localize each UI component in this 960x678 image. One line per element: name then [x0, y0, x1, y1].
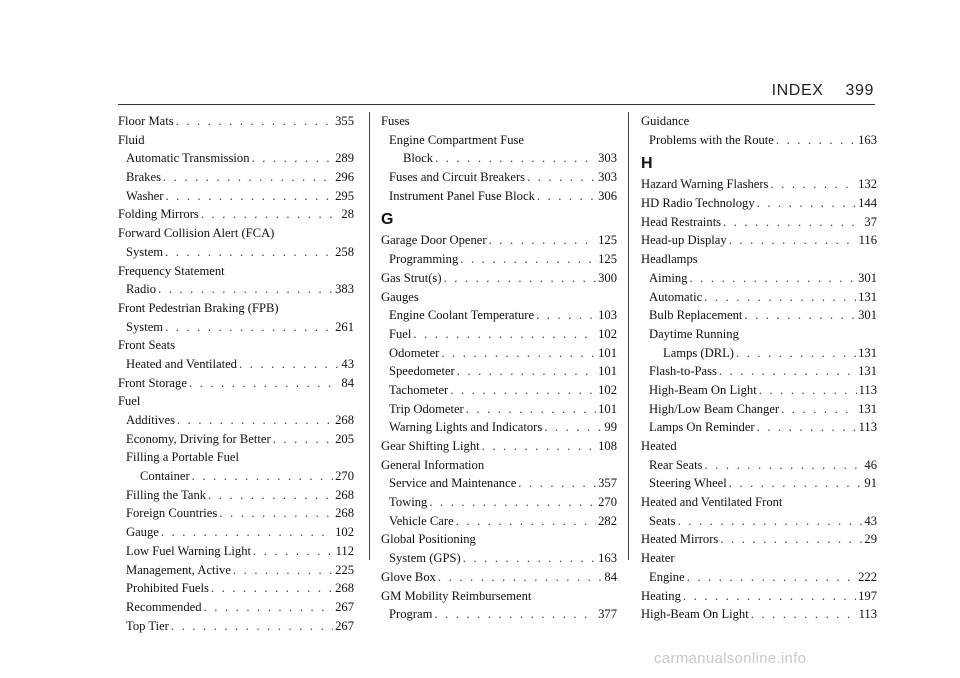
- entry-term: Engine: [649, 569, 685, 584]
- index-entry: [641, 325, 877, 344]
- dot-leader: [781, 400, 856, 419]
- entry-page-number: 43: [864, 513, 877, 528]
- entry-term: Additives: [126, 413, 175, 427]
- entry-page-number: 197: [858, 588, 877, 603]
- entry-term: Tachometer: [389, 382, 449, 397]
- dot-leader: [482, 437, 596, 456]
- index-entry: [381, 288, 617, 307]
- entry-term: Heated Mirrors: [641, 532, 719, 547]
- index-entry: [641, 568, 877, 587]
- entry-page-number: 258: [335, 244, 354, 259]
- dot-leader: [489, 231, 597, 250]
- entry-term: Vehicle Care: [389, 513, 454, 528]
- entry-term: Container: [140, 469, 190, 484]
- index-entry: [381, 306, 617, 325]
- entry-term: Foreign Countries: [126, 506, 218, 521]
- entry-term: Folding Mirrors: [118, 207, 199, 222]
- index-entry: [118, 561, 354, 580]
- entry-term: Economy, Driving for Better: [126, 431, 271, 446]
- index-entry: [641, 344, 877, 363]
- dot-leader: [441, 344, 596, 363]
- dot-leader: [518, 474, 596, 493]
- index-entry: [118, 430, 354, 449]
- entry-term: System: [126, 244, 164, 259]
- index-entry: [118, 299, 354, 318]
- entry-term: Automatic: [649, 289, 703, 304]
- entry-page-number: 46: [864, 457, 877, 472]
- dot-leader: [463, 549, 596, 568]
- entry-term: Aiming: [649, 270, 688, 285]
- entry-term: Heated: [641, 439, 677, 453]
- entry-page-number: 113: [858, 420, 877, 435]
- entry-term: Towing: [389, 495, 428, 510]
- index-entry: [641, 530, 877, 549]
- entry-term: Head Restraints: [641, 214, 722, 229]
- entry-term: Gear Shifting Light: [381, 439, 480, 453]
- dot-leader: [161, 523, 333, 542]
- entry-term: Engine Compartment Fuse: [389, 132, 525, 147]
- entry-page-number: 303: [598, 170, 617, 185]
- dot-leader: [204, 598, 334, 617]
- index-entry: [118, 486, 354, 505]
- dot-leader: [253, 542, 334, 561]
- entry-page-number: 163: [598, 551, 617, 566]
- entry-page-number: 163: [858, 132, 877, 147]
- entry-page-number: 113: [858, 382, 877, 397]
- entry-term: Gas Strut(s): [381, 270, 442, 285]
- entry-page-number: 267: [335, 599, 354, 614]
- entry-term: High-Beam On Light: [641, 607, 749, 622]
- entry-term: High/Low Beam Changer: [649, 401, 780, 416]
- index-entry: [381, 112, 617, 131]
- dot-leader: [413, 325, 596, 344]
- entry-page-number: 125: [598, 233, 617, 248]
- entry-term: Filling a Portable Fuel: [126, 450, 239, 465]
- index-entry: [641, 549, 877, 568]
- index-entry: [641, 381, 877, 400]
- entry-term: Prohibited Fuels: [126, 581, 209, 596]
- index-entry: [381, 493, 617, 512]
- entry-term: Heating: [641, 588, 681, 603]
- entry-term: Instrument Panel Fuse Block: [389, 188, 535, 203]
- entry-term: Odometer: [389, 345, 440, 360]
- index-entry: [641, 213, 877, 232]
- entry-term: Service and Maintenance: [389, 476, 517, 491]
- index-entry: [118, 318, 354, 337]
- entry-page-number: 268: [335, 581, 354, 596]
- entry-term: Filling the Tank: [126, 487, 207, 502]
- entry-term: Daytime Running: [649, 326, 739, 341]
- index-entry: [118, 336, 354, 355]
- dot-leader: [719, 362, 856, 381]
- index-entry: [641, 175, 877, 194]
- dot-leader: [744, 306, 856, 325]
- index-entry: [118, 224, 354, 243]
- entry-page-number: 91: [864, 476, 877, 491]
- dot-leader: [687, 568, 856, 587]
- index-entry: [118, 112, 354, 131]
- dot-leader: [239, 355, 339, 374]
- entry-term: Guidance: [641, 114, 690, 128]
- index-entry: [118, 411, 354, 430]
- entry-term: Heated and Ventilated Front: [641, 495, 783, 510]
- index-entry: [641, 362, 877, 381]
- index-entry: [381, 587, 617, 606]
- entry-term: Automatic Transmission: [126, 151, 250, 166]
- index-entry: [381, 187, 617, 206]
- index-entry: [118, 617, 354, 636]
- entry-page-number: 300: [598, 270, 617, 285]
- entry-term: Front Seats: [118, 338, 176, 353]
- entry-page-number: 101: [598, 345, 617, 360]
- index-entry: [381, 400, 617, 419]
- section-letter: G: [381, 211, 394, 229]
- page-number: 399: [845, 82, 874, 99]
- entry-page-number: 355: [335, 114, 354, 128]
- entry-term: Management, Active: [126, 562, 231, 577]
- entry-term: Fuses: [381, 114, 410, 128]
- index-entry: [118, 243, 354, 262]
- entry-page-number: 43: [341, 356, 354, 371]
- section-letter: H: [641, 155, 653, 173]
- dot-leader: [434, 605, 596, 624]
- entry-term: Floor Mats: [118, 114, 174, 128]
- entry-term: Bulb Replacement: [649, 308, 743, 323]
- entry-term: Problems with the Route: [649, 132, 774, 147]
- entry-term: Glove Box: [381, 569, 436, 584]
- entry-page-number: 270: [598, 495, 617, 510]
- index-entry: [641, 587, 877, 606]
- watermark: carmanualsonline.info: [654, 650, 807, 667]
- entry-page-number: 116: [858, 233, 877, 248]
- dot-leader: [527, 168, 596, 187]
- dot-leader: [435, 149, 596, 168]
- dot-leader: [189, 374, 339, 393]
- dot-leader: [536, 306, 596, 325]
- dot-leader: [233, 561, 333, 580]
- entry-page-number: 261: [335, 319, 354, 334]
- index-entry: [381, 381, 617, 400]
- entry-page-number: 101: [598, 364, 617, 379]
- entry-term: Block: [403, 151, 434, 166]
- entry-page-number: 131: [858, 401, 877, 416]
- entry-term: Brakes: [126, 170, 161, 185]
- index-entry: [641, 474, 877, 493]
- entry-page-number: 103: [598, 308, 617, 323]
- dot-leader: [429, 493, 596, 512]
- dot-leader: [757, 418, 857, 437]
- index-entry: [641, 306, 877, 325]
- index-entry: [641, 437, 877, 456]
- entry-term: System: [126, 319, 164, 334]
- index-entry: [381, 131, 617, 150]
- entry-term: Forward Collision Alert (FCA): [118, 226, 275, 241]
- entry-page-number: 84: [604, 569, 617, 584]
- entry-term: Frequency Statement: [118, 263, 225, 278]
- dot-leader: [211, 579, 333, 598]
- index-entry: [118, 149, 354, 168]
- index-entry: [118, 523, 354, 542]
- index-entry: [118, 131, 354, 150]
- header-rule: [118, 104, 875, 105]
- index-entry: [381, 344, 617, 363]
- dot-leader: [273, 430, 333, 449]
- entry-term: Front Storage: [118, 375, 187, 390]
- entry-term: GM Mobility Reimbursement: [381, 588, 532, 603]
- entry-page-number: 102: [598, 382, 617, 397]
- dot-leader: [736, 344, 856, 363]
- entry-page-number: 222: [858, 569, 877, 584]
- entry-term: Garage Door Opener: [381, 233, 487, 248]
- index-entry: [381, 568, 617, 587]
- entry-page-number: 268: [335, 413, 354, 427]
- entry-page-number: 383: [335, 282, 354, 297]
- entry-page-number: 225: [335, 562, 354, 577]
- entry-page-number: 102: [335, 525, 354, 540]
- index-entry: [641, 512, 877, 531]
- entry-term: System (GPS): [389, 551, 461, 566]
- entry-page-number: 357: [598, 476, 617, 491]
- index-entry: [381, 437, 617, 456]
- entry-term: Head-up Display: [641, 233, 727, 248]
- dot-leader: [450, 381, 596, 400]
- section-title: INDEX: [771, 82, 824, 99]
- dot-leader: [252, 149, 334, 168]
- entry-term: Fuses and Circuit Breakers: [389, 170, 526, 185]
- dot-leader: [438, 568, 602, 587]
- index-entry: [118, 467, 354, 486]
- entry-term: Front Pedestrian Braking (FPB): [118, 300, 279, 315]
- dot-leader: [720, 530, 862, 549]
- running-header: [772, 82, 874, 100]
- index-entry: [381, 168, 617, 187]
- entry-page-number: 99: [604, 420, 617, 435]
- dot-leader: [723, 213, 862, 232]
- column-divider: [369, 112, 370, 560]
- entry-term: Programming: [389, 252, 459, 267]
- entry-page-number: 108: [598, 439, 617, 453]
- entry-term: Heater: [641, 551, 675, 566]
- entry-term: Lamps On Reminder: [649, 420, 755, 435]
- column-divider: [628, 112, 629, 560]
- entry-page-number: 125: [598, 252, 617, 267]
- index-entry: [641, 418, 877, 437]
- dot-leader: [460, 250, 596, 269]
- entry-page-number: 112: [335, 543, 354, 558]
- dot-leader: [705, 456, 863, 475]
- index-entry: [381, 362, 617, 381]
- index-entry: [641, 288, 877, 307]
- entry-page-number: 37: [864, 214, 877, 229]
- dot-leader: [689, 269, 856, 288]
- entry-page-number: 295: [335, 188, 354, 203]
- index-entry: [118, 504, 354, 523]
- dot-leader: [158, 280, 333, 299]
- entry-term: Rear Seats: [649, 457, 703, 472]
- entry-page-number: 301: [858, 308, 877, 323]
- dot-leader: [177, 411, 333, 430]
- entry-term: Seats: [649, 513, 676, 528]
- entry-page-number: 28: [341, 207, 354, 222]
- entry-page-number: 131: [858, 289, 877, 304]
- entry-term: Fuel: [389, 326, 412, 341]
- dot-leader: [759, 381, 857, 400]
- entry-page-number: 268: [335, 506, 354, 521]
- index-entry: [381, 231, 617, 250]
- dot-leader: [456, 512, 596, 531]
- index-entry: [381, 530, 617, 549]
- index-column-2: [381, 112, 617, 624]
- entry-term: Steering Wheel: [649, 476, 727, 491]
- index-entry: [118, 542, 354, 561]
- entry-page-number: 29: [864, 532, 877, 547]
- entry-term: Engine Coolant Temperature: [389, 308, 535, 323]
- dot-leader: [201, 205, 340, 224]
- index-entry: [641, 456, 877, 475]
- dot-leader: [544, 418, 602, 437]
- dot-leader: [704, 288, 856, 307]
- entry-term: Warning Lights and Indicators: [389, 420, 543, 435]
- index-entry: [118, 280, 354, 299]
- entry-term: Trip Odometer: [389, 401, 464, 416]
- index-entry: [381, 549, 617, 568]
- entry-page-number: 101: [598, 401, 617, 416]
- index-entry: [381, 149, 617, 168]
- index-entry: [118, 355, 354, 374]
- entry-term: Top Tier: [126, 618, 169, 633]
- entry-page-number: 84: [341, 375, 354, 390]
- dot-leader: [729, 231, 857, 250]
- entry-page-number: 131: [858, 345, 877, 360]
- entry-page-number: 132: [858, 177, 877, 192]
- index-entry: [118, 205, 354, 224]
- dot-leader: [176, 112, 333, 131]
- index-entry: [381, 418, 617, 437]
- index-entry: [118, 598, 354, 617]
- dot-leader: [165, 187, 333, 206]
- dot-leader: [770, 175, 856, 194]
- dot-leader: [751, 605, 857, 624]
- dot-leader: [444, 269, 597, 288]
- index-entry: [381, 605, 617, 624]
- entry-term: Lamps (DRL): [663, 345, 734, 360]
- dot-leader: [192, 467, 333, 486]
- entry-page-number: 205: [335, 431, 354, 446]
- index-entry: [118, 392, 354, 411]
- entry-term: Gauges: [381, 289, 419, 304]
- index-entry: [381, 456, 617, 475]
- entry-term: High-Beam On Light: [649, 382, 757, 397]
- dot-leader: [457, 362, 596, 381]
- index-entry: [118, 187, 354, 206]
- entry-page-number: 270: [335, 469, 354, 484]
- entry-term: Hazard Warning Flashers: [641, 177, 769, 192]
- dot-leader: [678, 512, 863, 531]
- entry-term: Fluid: [118, 132, 145, 147]
- index-entry: [381, 325, 617, 344]
- index-entry: [641, 605, 877, 624]
- index-entry: [641, 493, 877, 512]
- entry-page-number: 267: [335, 618, 354, 633]
- index-entry: [381, 512, 617, 531]
- entry-term: Speedometer: [389, 364, 455, 379]
- entry-page-number: 296: [335, 170, 354, 185]
- index-entry: [381, 269, 617, 288]
- entry-term: General Information: [381, 457, 485, 472]
- dot-leader: [208, 486, 333, 505]
- entry-term: Recommended: [126, 599, 202, 614]
- entry-term: Heated and Ventilated: [126, 356, 237, 371]
- entry-page-number: 282: [598, 513, 617, 528]
- index-entry: [381, 474, 617, 493]
- entry-page-number: 102: [598, 326, 617, 341]
- dot-leader: [466, 400, 596, 419]
- index-entry: [641, 194, 877, 213]
- index-entry: [118, 262, 354, 281]
- entry-term: Fuel: [118, 394, 141, 409]
- entry-page-number: 268: [335, 487, 354, 502]
- entry-term: Low Fuel Warning Light: [126, 543, 252, 558]
- dot-leader: [757, 194, 856, 213]
- index-entry: [118, 168, 354, 187]
- dot-leader: [163, 168, 333, 187]
- entry-page-number: 377: [598, 607, 617, 622]
- index-column-1: [118, 112, 354, 635]
- entry-page-number: 301: [858, 270, 877, 285]
- index-entry: [641, 250, 877, 269]
- entry-term: Gauge: [126, 525, 159, 540]
- index-entry: [381, 250, 617, 269]
- dot-leader: [729, 474, 863, 493]
- index-entry: [118, 448, 354, 467]
- dot-leader: [165, 243, 333, 262]
- entry-term: Washer: [126, 188, 164, 203]
- entry-page-number: 289: [335, 151, 354, 166]
- entry-page-number: 306: [598, 188, 617, 203]
- entry-page-number: 144: [858, 196, 877, 211]
- entry-term: Global Positioning: [381, 532, 476, 547]
- dot-leader: [776, 131, 856, 150]
- entry-term: Program: [389, 607, 433, 622]
- dot-leader: [171, 617, 333, 636]
- index-entry: [641, 131, 877, 150]
- index-entry: [641, 112, 877, 131]
- entry-page-number: 131: [858, 364, 877, 379]
- entry-term: Radio: [126, 282, 157, 297]
- entry-page-number: 113: [858, 607, 877, 622]
- entry-page-number: 303: [598, 151, 617, 166]
- entry-term: Flash-to-Pass: [649, 364, 717, 379]
- index-entry: [118, 374, 354, 393]
- dot-leader: [219, 504, 333, 523]
- dot-leader: [683, 587, 856, 606]
- entry-term: HD Radio Technology: [641, 196, 755, 211]
- dot-leader: [537, 187, 596, 206]
- index-entry: [641, 400, 877, 419]
- index-column-3: [641, 112, 877, 624]
- index-entry: [641, 231, 877, 250]
- index-entry: [641, 269, 877, 288]
- entry-term: Headlamps: [641, 252, 698, 267]
- dot-leader: [165, 318, 333, 337]
- index-entry: [118, 579, 354, 598]
